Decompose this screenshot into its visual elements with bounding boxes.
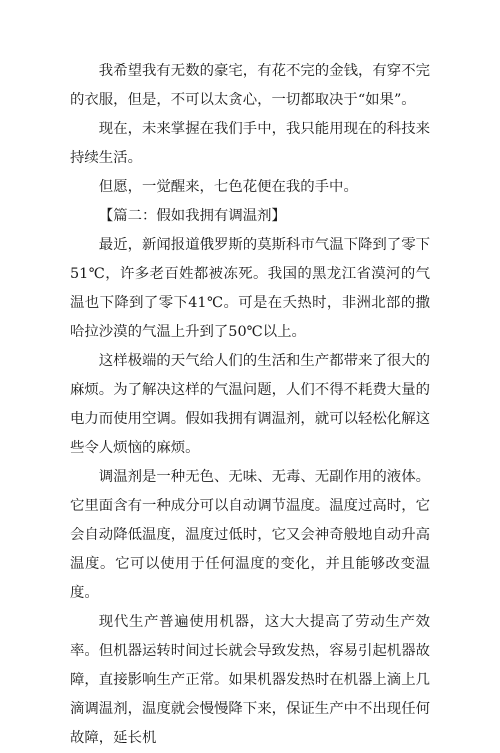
paragraph-2: 现在，未来掌握在我们手中，我只能用现在的科技来持续生活。 bbox=[70, 121, 430, 166]
paragraph-4: 最近，新闻报道俄罗斯的莫斯科市气温下降到了零下51℃，许多老百姓都被冻死。我国的黑龙江省漠河的气温也下降到了零下41℃。可是在夭热时，非洲北部的撒哈拉沙漠的气温上升到了50℃以上。 bbox=[70, 237, 430, 340]
section-heading: 【篇二：假如我拥有调温剂】 bbox=[98, 208, 286, 224]
paragraph-3: 但愿，一觉醒来，七色花便在我的手中。 bbox=[98, 179, 358, 195]
paragraph-6: 调温剂是一种无色、无味、无毒、无副作用的液体。它里面含有一种成分可以自动调节温度。温度过高时，它会自动降低温度，温度过低时，它又会神奇般地自动升高温度。它可以使用于任何温度的变化，并且能够改变温度。 bbox=[70, 469, 430, 601]
paragraph-7: 现代生产普遍使用机器，这大大提高了劳动生产效率。但机器运转时间过长就会导致发热，容易引起机器故障，直接影响生产正常。如果机器发热时在机器上滴上几滴调温剂，温度就会慢慢降下来，保证生产中不出现任何故障，延长机 bbox=[70, 614, 430, 746]
paragraph-1: 我希望我有无数的豪宅，有花不完的金钱，有穿不完的衣服，但是，不可以太贪心，一切都取决于“如果”。 bbox=[70, 63, 430, 108]
paragraph-5: 这样极端的天气给人们的生活和生产都带来了很大的麻烦。为了解决这样的气温问题，人们不得不耗费大量的电力而使用空调。假如我拥有调温剂，就可以轻松化解这些令人烦恼的麻烦。 bbox=[70, 353, 430, 456]
document-body bbox=[70, 57, 430, 753]
